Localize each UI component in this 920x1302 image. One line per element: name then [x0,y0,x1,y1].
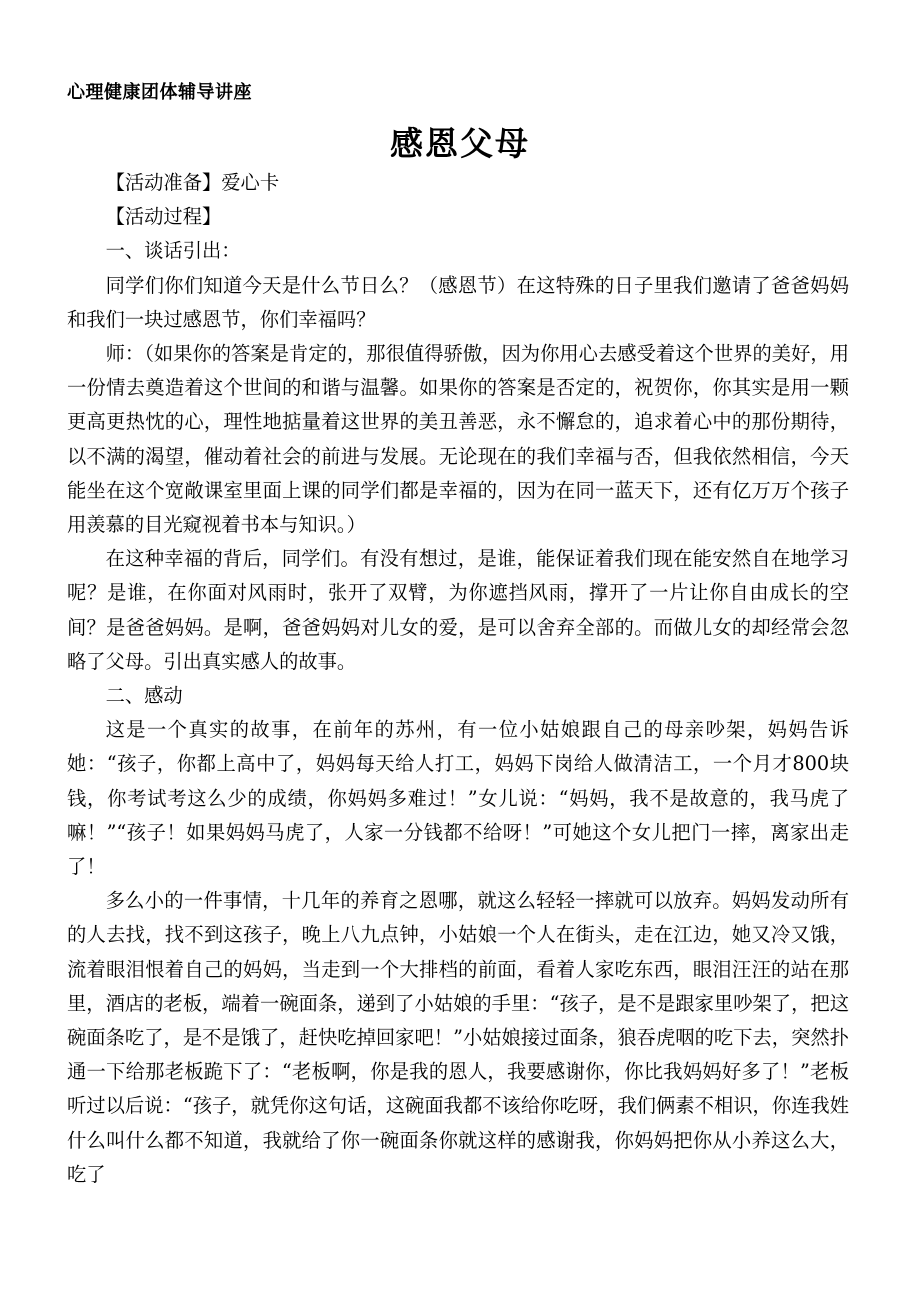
lecture-header: 心理健康团体辅导讲座 [67,82,252,103]
section-heading-2: 二、感动 [105,684,183,708]
paragraph: 师：（如果你的答案是肯定的，那很值得骄傲，因为你用心去感受着这个世界的美好，用一份情去奠造着这个世间的和谐与温馨。如果你的答案是否定的，祝贺你，你其实是用一颗更高更热忱的心，理性地掂量着这世界的美丑善恶，永不懈怠的，追求着心中的那份期待，以不满的渴望，催动着社会的前进与发展。无论现在的我们幸福与否，但我依然相信，今天能坐在这个宽敞课室里面上课的同学们都是幸福的，因为在同一蓝天下，还有亿万万个孩子用羡慕的目光窥视着书本与知识。） [67,342,849,537]
paragraph: 多么小的一件事情，十几年的养育之恩哪，就这么轻轻一摔就可以放弃。妈妈发动所有的人去找，找不到这孩子，晚上八九点钟，小姑娘一个人在街头，走在江边，她又冷又饿，流着眼泪恨着自己的妈妈，当走到一个大排档的前面，看着人家吃东西，眼泪汪汪的站在那里，酒店的老板，端着一碗面条，递到了小姑娘的手里：“孩子，是不是跟家里吵架了，把这碗面条吃了，是不是饿了，赶快吃掉回家吧！”小姑娘接过面条，狼吞虎咽的吃下去，突然扑通一下给那老板跪下了：“老板啊，你是我的恩人，我要感谢你，你比我妈妈好多了！”老板听过以后说：“孩子，就凭你这句话，这碗面我都不该给你吃呀，我们俩素不相识，你连我姓什么叫什么都不知道，我就给了你一碗面条你就这样的感谢我，你妈妈把你从小养这么大，吃了 [67,889,849,1186]
paragraph-activity-prep: 【活动准备】爱心卡 [105,171,280,194]
paragraph: 同学们你们知道今天是什么节日么？（感恩节）在这特殊的日子里我们邀请了爸爸妈妈和我们一块过感恩节，你们幸福吗？ [67,273,849,331]
paragraph: 这是一个真实的故事，在前年的苏州，有一位小姑娘跟自己的母亲吵架，妈妈告诉她：“孩子，你都上高中了，妈妈每天给人打工，妈妈下岗给人做清洁工，一个月才800块钱，你考试考这么少的成绩，你妈妈多难过！”女儿说：“妈妈，我不是故意的，我马虎了嘛！”“孩子！如果妈妈马虎了，人家一分钱都不给呀！”可她这个女儿把门一摔，离家出走了！ [67,718,849,879]
document-title: 感恩父母 [390,124,530,163]
document-body [67,166,849,1192]
paragraph: 在这种幸福的背后，同学们。有没有想过，是谁，能保证着我们现在能安然自在地学习呢？是谁，在你面对风雨时，张开了双臂，为你遮挡风雨，撑开了一片让你自由成长的空间？是爸爸妈妈。是啊，爸爸妈妈对儿女的爱，是可以舍弃全部的。而做儿女的却经常会忽略了父母。引出真实感人的故事。 [67,547,849,673]
section-heading-1: 一、谈话引出： [105,239,241,263]
paragraph-activity-process: 【活动过程】 [105,205,222,229]
